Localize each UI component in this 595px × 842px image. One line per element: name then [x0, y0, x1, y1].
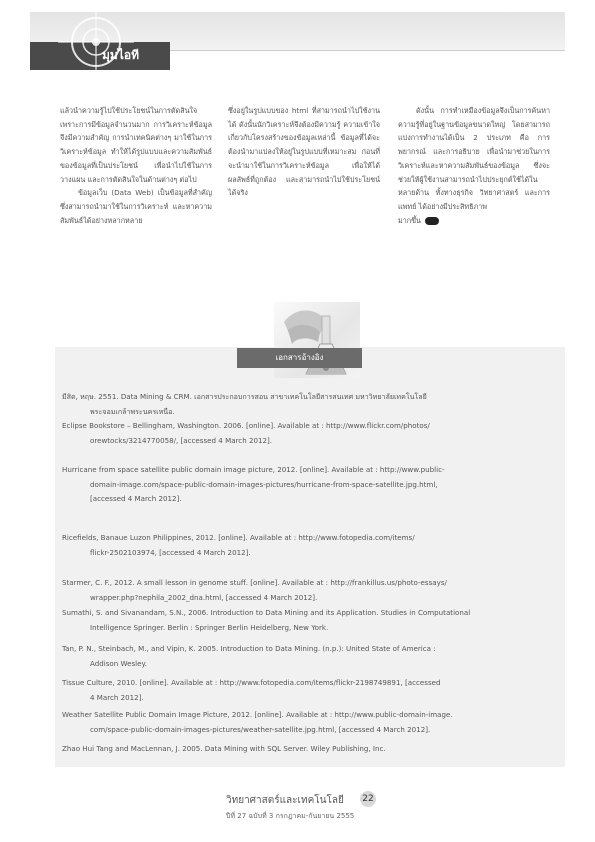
reference-continuation-line: 4 March 2012].: [90, 692, 144, 702]
end-of-article-icon: [425, 217, 439, 225]
reference-item: [62, 419, 557, 448]
reference-first-line: Ricefields, Banaue Luzon Philippines, 2012. [online]. Available at : http://www.fotopedia.com/items/: [62, 533, 415, 542]
reference-continuation-line: [accessed 4 March 2012].: [90, 494, 182, 504]
paragraph-end-text: มากขึ้น: [398, 215, 421, 225]
reference-item: [62, 390, 557, 419]
reference-first-line: Zhao Hui Tang and MacLennan, J. 2005. Data Mining with SQL Server. Wiley Publishing, Inc.: [62, 744, 386, 753]
reference-continuation-line: com/space-public-domain-images-pictures/weather-satellite.jpg.html, [accessed 4 March 2012].: [90, 724, 431, 734]
reference-first-line: Weather Satellite Public Domain Image Picture, 2012. [online]. Available at : http://www.public-domain-image.: [62, 710, 453, 719]
reference-item: [62, 642, 557, 671]
reference-item: [62, 576, 557, 605]
reference-item: [62, 463, 557, 507]
magazine-title: วิทยาศาสตร์และเทคโนโลยี: [226, 795, 344, 806]
paragraph: ดังนั้น การทำเหมืองข้อมูลจึงเป็นการค้นหาความรู้ที่อยู่ในฐานข้อมูลขนาดใหญ่ โดยสามารถแบ่งการทำงานได้เป็น 2 ประเภท คือ การพยากรณ์ และการอธิบาย เพื่อนำมาช่วยในการวิเคราะห์และหาความสัมพันธ์ของข้อมูล ซึ่งจะช่วยให้ผู้ใช้งานสามารถนำไปประยุกต์ใช้ได้ในหลายด้าน ทั้งทางธุรกิจ วิทยาศาสตร์ และการแพทย์ ได้อย่างมีประสิทธิภาพ: [398, 106, 550, 211]
reference-continuation-line: orewtocks/3214770058/, [accessed 4 March 2012].: [90, 435, 273, 445]
crosshair-icon: [58, 4, 134, 80]
reference-continuation-line: wrapper.php?nephila_2002_dna.html, [accessed 4 March 2012].: [90, 592, 318, 602]
reference-item: [62, 676, 557, 705]
reference-first-line: Tan, P. N., Steinbach, M., and Vipin, K. 2005. Introduction to Data Mining. (n.p.): United State of America :: [62, 644, 436, 653]
paragraph-end: [398, 214, 550, 228]
page-number: 22: [360, 791, 376, 807]
paragraph: แล้วนำความรู้ไปใช้ประโยชน์ในการตัดสินใจ เพราะการมีข้อมูลจำนวนมาก การวิเคราะห์ข้อมูลจึงมีความสำคัญ การนำเทคนิคต่างๆ มาใช้ในการวิเคราะห์ข้อมูล ทำให้ได้รูปแบบและความสัมพันธ์ของข้อมูลที่เป็นประโยชน์ เพื่อนำไปใช้ในการวางแผน และการตัดสินใจในด้านต่างๆ ต่อไป: [60, 106, 212, 184]
issue-info: ปีที่ 27 ฉบับที่ 3 กรกฎาคม-กันยายน 2555: [226, 812, 355, 820]
article-column-3: [398, 104, 550, 227]
reference-continuation-line: Intelligence Springer. Berlin : Springer Berlin Heidelberg, New York.: [90, 622, 329, 632]
reference-continuation-line: Addison Wesley.: [90, 658, 147, 668]
reference-continuation-line: พระจอมเกล้าพระนครเหนือ.: [90, 406, 175, 416]
reference-first-line: Eclipse Bookstore – Bellingham, Washington. 2006. [online]. Available at : http://www.flickr.com/photos/: [62, 421, 430, 430]
references-title: เอกสารอ้างอิง: [275, 353, 324, 362]
reference-item: [62, 531, 557, 560]
article-column-2: [228, 104, 380, 200]
reference-continuation-line: domain-image.com/space-public-domain-images-pictures/hurricane-from-space-satellite.jpg.html,: [90, 479, 438, 489]
article-column-1: [60, 104, 212, 227]
page-header: [30, 12, 565, 62]
reference-first-line: มีสิต, หฤษ. 2551. Data Mining & CRM. เอกสารประกอบการสอน สาขาเทคโนโลยีสารสนเทศ มหาวิทยาลัยเทคโนโลยี: [62, 392, 427, 401]
reference-continuation-line: flickr-2502103974, [accessed 4 March 2012].: [90, 547, 251, 557]
paragraph: ซึ่งอยู่ในรูปแบบของ html ที่สามารถนำไปใช้งานได้ ดังนั้นนักวิเคราะห์จึงต้องมีความรู้ ความเข้าใจเกี่ยวกับโครงสร้างของข้อมูลเหล่านี้ ข้อมูลที่ได้จะต้องนำมาแปลงให้อยู่ในรูปแบบที่เหมาะสม ก่อนที่จะนำมาใช้ในการวิเคราะห์ข้อมูล เพื่อให้ได้ผลลัพธ์ที่ถูกต้อง และสามารถนำไปใช้ประโยชน์ได้จริง: [228, 106, 380, 198]
reference-first-line: Hurricane from space satellite public domain image picture, 2012. [online]. Available at : http://www.public-: [62, 465, 445, 474]
reference-first-line: Sumathi, S. and Sivanandam, S.N., 2006. Introduction to Data Mining and its Application. Studies in Computational: [62, 608, 471, 617]
section-title: มุมไอที: [102, 48, 139, 62]
reference-item: [62, 708, 557, 737]
paragraph: ข้อมูลเว็บ (Data Web) เป็นข้อมูลที่สำคัญซึ่งสามารถนำมาใช้ในการวิเคราะห์ และหาความสัมพันธ์ได้อย่างหลากหลาย: [60, 188, 212, 225]
reference-first-line: Starmer, C. F., 2012. A small lesson in genome stuff. [online]. Available at : http://frankillus.us/photo-essays/: [62, 578, 447, 587]
reference-first-line: Tissue Culture, 2010. [online]. Available at : http://www.fotopedia.com/items/flickr-2198749891, [accessed: [62, 678, 441, 687]
reference-item: [62, 742, 557, 757]
reference-item: [62, 606, 557, 635]
